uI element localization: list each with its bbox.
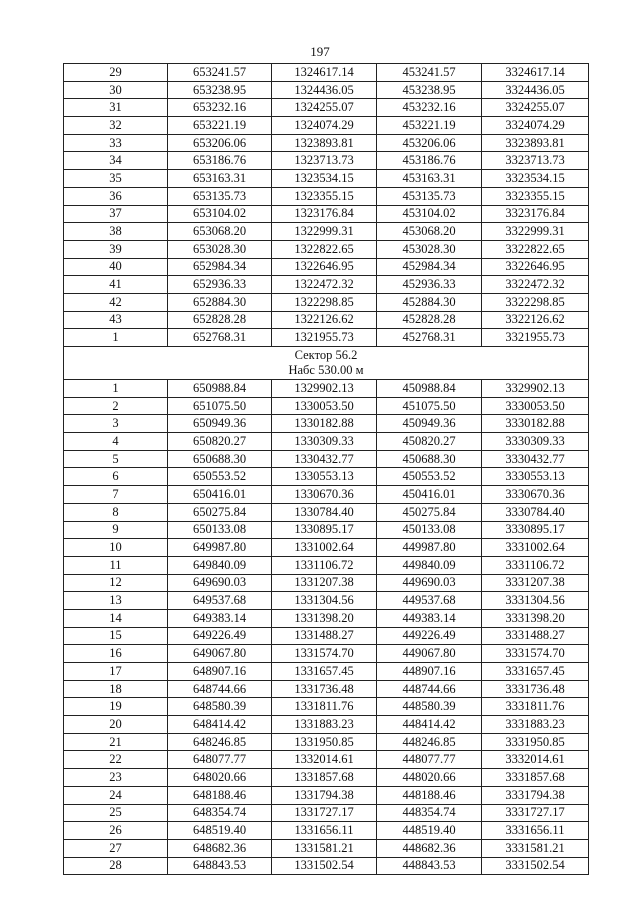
table-row bbox=[64, 627, 589, 645]
x-coordinate-cell: 653163.31 bbox=[168, 170, 272, 188]
x-coordinate-cell: 648020.66 bbox=[168, 769, 272, 787]
y2-coordinate-cell: 3321955.73 bbox=[482, 329, 589, 347]
y2-coordinate-cell: 3330309.33 bbox=[482, 433, 589, 451]
point-number-cell: 35 bbox=[64, 170, 168, 188]
y-coordinate-cell: 1331811.76 bbox=[272, 698, 377, 716]
point-number-cell: 26 bbox=[64, 822, 168, 840]
y-coordinate-cell: 1324617.14 bbox=[272, 64, 377, 82]
x-coordinate-cell: 653221.19 bbox=[168, 117, 272, 135]
table-row bbox=[64, 205, 589, 223]
y-coordinate-cell: 1322999.31 bbox=[272, 223, 377, 241]
y2-coordinate-cell: 3332014.61 bbox=[482, 751, 589, 769]
point-number-cell: 41 bbox=[64, 276, 168, 294]
x2-coordinate-cell: 448414.42 bbox=[377, 716, 482, 734]
point-number-cell: 12 bbox=[64, 574, 168, 592]
point-number-cell: 1 bbox=[64, 380, 168, 398]
point-number-cell: 16 bbox=[64, 645, 168, 663]
point-number-cell: 31 bbox=[64, 99, 168, 117]
x2-coordinate-cell: 453028.30 bbox=[377, 240, 482, 258]
y2-coordinate-cell: 3331727.17 bbox=[482, 804, 589, 822]
table-row bbox=[64, 450, 589, 468]
y-coordinate-cell: 1323713.73 bbox=[272, 152, 377, 170]
x-coordinate-cell: 650133.08 bbox=[168, 521, 272, 539]
point-number-cell: 19 bbox=[64, 698, 168, 716]
y2-coordinate-cell: 3331398.20 bbox=[482, 609, 589, 627]
point-number-cell: 10 bbox=[64, 539, 168, 557]
point-number-cell: 23 bbox=[64, 769, 168, 787]
x2-coordinate-cell: 448843.53 bbox=[377, 857, 482, 875]
point-number-cell: 40 bbox=[64, 258, 168, 276]
x2-coordinate-cell: 450275.84 bbox=[377, 503, 482, 521]
y-coordinate-cell: 1331736.48 bbox=[272, 680, 377, 698]
point-number-cell: 20 bbox=[64, 716, 168, 734]
coordinates-table bbox=[63, 63, 589, 875]
y2-coordinate-cell: 3331811.76 bbox=[482, 698, 589, 716]
y-coordinate-cell: 1331502.54 bbox=[272, 857, 377, 875]
x-coordinate-cell: 650553.52 bbox=[168, 468, 272, 486]
x2-coordinate-cell: 450416.01 bbox=[377, 486, 482, 504]
point-number-cell: 11 bbox=[64, 556, 168, 574]
table-row bbox=[64, 521, 589, 539]
y-coordinate-cell: 1330784.40 bbox=[272, 503, 377, 521]
point-number-cell: 29 bbox=[64, 64, 168, 82]
y-coordinate-cell: 1324074.29 bbox=[272, 117, 377, 135]
x-coordinate-cell: 648519.40 bbox=[168, 822, 272, 840]
y-coordinate-cell: 1323355.15 bbox=[272, 187, 377, 205]
table-row bbox=[64, 609, 589, 627]
y2-coordinate-cell: 3322298.85 bbox=[482, 293, 589, 311]
y2-coordinate-cell: 3331657.45 bbox=[482, 663, 589, 681]
table-row bbox=[64, 645, 589, 663]
table-row bbox=[64, 769, 589, 787]
y2-coordinate-cell: 3330182.88 bbox=[482, 415, 589, 433]
x2-coordinate-cell: 452984.34 bbox=[377, 258, 482, 276]
y-coordinate-cell: 1322646.95 bbox=[272, 258, 377, 276]
x2-coordinate-cell: 450820.27 bbox=[377, 433, 482, 451]
x-coordinate-cell: 652828.28 bbox=[168, 311, 272, 329]
point-number-cell: 32 bbox=[64, 117, 168, 135]
table-row bbox=[64, 539, 589, 557]
x-coordinate-cell: 649226.49 bbox=[168, 627, 272, 645]
y-coordinate-cell: 1322472.32 bbox=[272, 276, 377, 294]
x-coordinate-cell: 653104.02 bbox=[168, 205, 272, 223]
y2-coordinate-cell: 3330432.77 bbox=[482, 450, 589, 468]
x2-coordinate-cell: 452936.33 bbox=[377, 276, 482, 294]
x-coordinate-cell: 653206.06 bbox=[168, 134, 272, 152]
section-header-body bbox=[64, 347, 589, 380]
x2-coordinate-cell: 450688.30 bbox=[377, 450, 482, 468]
y2-coordinate-cell: 3324436.05 bbox=[482, 81, 589, 99]
x2-coordinate-cell: 452828.28 bbox=[377, 311, 482, 329]
y2-coordinate-cell: 3331502.54 bbox=[482, 857, 589, 875]
page-number: 197 bbox=[310, 44, 330, 59]
x-coordinate-cell: 650988.84 bbox=[168, 380, 272, 398]
y-coordinate-cell: 1331727.17 bbox=[272, 804, 377, 822]
table-row bbox=[64, 117, 589, 135]
x-coordinate-cell: 648246.85 bbox=[168, 733, 272, 751]
table-row bbox=[64, 99, 589, 117]
y2-coordinate-cell: 3331106.72 bbox=[482, 556, 589, 574]
y-coordinate-cell: 1331883.23 bbox=[272, 716, 377, 734]
table-row bbox=[64, 311, 589, 329]
table-row bbox=[64, 804, 589, 822]
point-number-cell: 4 bbox=[64, 433, 168, 451]
x-coordinate-cell: 653238.95 bbox=[168, 81, 272, 99]
point-number-cell: 6 bbox=[64, 468, 168, 486]
y-coordinate-cell: 1330432.77 bbox=[272, 450, 377, 468]
table-row bbox=[64, 663, 589, 681]
x2-coordinate-cell: 452768.31 bbox=[377, 329, 482, 347]
point-number-cell: 38 bbox=[64, 223, 168, 241]
x-coordinate-cell: 648414.42 bbox=[168, 716, 272, 734]
y2-coordinate-cell: 3323893.81 bbox=[482, 134, 589, 152]
table-row bbox=[64, 786, 589, 804]
x-coordinate-cell: 650949.36 bbox=[168, 415, 272, 433]
x2-coordinate-cell: 453241.57 bbox=[377, 64, 482, 82]
point-number-cell: 3 bbox=[64, 415, 168, 433]
table-row bbox=[64, 733, 589, 751]
y2-coordinate-cell: 3322646.95 bbox=[482, 258, 589, 276]
x-coordinate-cell: 652936.33 bbox=[168, 276, 272, 294]
y-coordinate-cell: 1322298.85 bbox=[272, 293, 377, 311]
section-title: Сектор 56.2 bbox=[294, 348, 358, 362]
table-row bbox=[64, 397, 589, 415]
x2-coordinate-cell: 449987.80 bbox=[377, 539, 482, 557]
point-number-cell: 42 bbox=[64, 293, 168, 311]
y-coordinate-cell: 1331106.72 bbox=[272, 556, 377, 574]
y-coordinate-cell: 1322822.65 bbox=[272, 240, 377, 258]
x2-coordinate-cell: 449226.49 bbox=[377, 627, 482, 645]
y2-coordinate-cell: 3331488.27 bbox=[482, 627, 589, 645]
x-coordinate-cell: 649690.03 bbox=[168, 574, 272, 592]
x2-coordinate-cell: 453068.20 bbox=[377, 223, 482, 241]
y2-coordinate-cell: 3330553.13 bbox=[482, 468, 589, 486]
y2-coordinate-cell: 3324617.14 bbox=[482, 64, 589, 82]
y2-coordinate-cell: 3331883.23 bbox=[482, 716, 589, 734]
table-row bbox=[64, 170, 589, 188]
y-coordinate-cell: 1332014.61 bbox=[272, 751, 377, 769]
x2-coordinate-cell: 448519.40 bbox=[377, 822, 482, 840]
table-row bbox=[64, 822, 589, 840]
x-coordinate-cell: 652884.30 bbox=[168, 293, 272, 311]
y2-coordinate-cell: 3330895.17 bbox=[482, 521, 589, 539]
x2-coordinate-cell: 452884.30 bbox=[377, 293, 482, 311]
y-coordinate-cell: 1323893.81 bbox=[272, 134, 377, 152]
y2-coordinate-cell: 3323713.73 bbox=[482, 152, 589, 170]
y-coordinate-cell: 1324436.05 bbox=[272, 81, 377, 99]
x-coordinate-cell: 648580.39 bbox=[168, 698, 272, 716]
x2-coordinate-cell: 453238.95 bbox=[377, 81, 482, 99]
y-coordinate-cell: 1330309.33 bbox=[272, 433, 377, 451]
y-coordinate-cell: 1331657.45 bbox=[272, 663, 377, 681]
table-row bbox=[64, 293, 589, 311]
y-coordinate-cell: 1331950.85 bbox=[272, 733, 377, 751]
table-row bbox=[64, 329, 589, 347]
y2-coordinate-cell: 3331002.64 bbox=[482, 539, 589, 557]
table-row bbox=[64, 223, 589, 241]
y2-coordinate-cell: 3322822.65 bbox=[482, 240, 589, 258]
x-coordinate-cell: 653186.76 bbox=[168, 152, 272, 170]
x2-coordinate-cell: 449537.68 bbox=[377, 592, 482, 610]
x2-coordinate-cell: 450949.36 bbox=[377, 415, 482, 433]
y2-coordinate-cell: 3322472.32 bbox=[482, 276, 589, 294]
point-number-cell: 5 bbox=[64, 450, 168, 468]
table-row bbox=[64, 486, 589, 504]
y2-coordinate-cell: 3323176.84 bbox=[482, 205, 589, 223]
x2-coordinate-cell: 453206.06 bbox=[377, 134, 482, 152]
y-coordinate-cell: 1330895.17 bbox=[272, 521, 377, 539]
table-row bbox=[64, 839, 589, 857]
x2-coordinate-cell: 448580.39 bbox=[377, 698, 482, 716]
y2-coordinate-cell: 3323534.15 bbox=[482, 170, 589, 188]
section-subtitle: Набс 530.00 м bbox=[288, 363, 364, 377]
y-coordinate-cell: 1330553.13 bbox=[272, 468, 377, 486]
x-coordinate-cell: 650416.01 bbox=[168, 486, 272, 504]
x2-coordinate-cell: 453163.31 bbox=[377, 170, 482, 188]
y2-coordinate-cell: 3330784.40 bbox=[482, 503, 589, 521]
y-coordinate-cell: 1331574.70 bbox=[272, 645, 377, 663]
point-number-cell: 30 bbox=[64, 81, 168, 99]
y-coordinate-cell: 1331656.11 bbox=[272, 822, 377, 840]
x-coordinate-cell: 652768.31 bbox=[168, 329, 272, 347]
y2-coordinate-cell: 3330670.36 bbox=[482, 486, 589, 504]
point-number-cell: 2 bbox=[64, 397, 168, 415]
x2-coordinate-cell: 449840.09 bbox=[377, 556, 482, 574]
x-coordinate-cell: 650275.84 bbox=[168, 503, 272, 521]
y-coordinate-cell: 1330053.50 bbox=[272, 397, 377, 415]
x2-coordinate-cell: 453221.19 bbox=[377, 117, 482, 135]
x2-coordinate-cell: 448020.66 bbox=[377, 769, 482, 787]
x-coordinate-cell: 650688.30 bbox=[168, 450, 272, 468]
point-number-cell: 9 bbox=[64, 521, 168, 539]
y2-coordinate-cell: 3331950.85 bbox=[482, 733, 589, 751]
x2-coordinate-cell: 448077.77 bbox=[377, 751, 482, 769]
table-row bbox=[64, 680, 589, 698]
table-row bbox=[64, 574, 589, 592]
y-coordinate-cell: 1331304.56 bbox=[272, 592, 377, 610]
y-coordinate-cell: 1331398.20 bbox=[272, 609, 377, 627]
y-coordinate-cell: 1323534.15 bbox=[272, 170, 377, 188]
x2-coordinate-cell: 449067.80 bbox=[377, 645, 482, 663]
x-coordinate-cell: 648682.36 bbox=[168, 839, 272, 857]
point-number-cell: 21 bbox=[64, 733, 168, 751]
x-coordinate-cell: 653232.16 bbox=[168, 99, 272, 117]
x2-coordinate-cell: 450988.84 bbox=[377, 380, 482, 398]
table-row bbox=[64, 240, 589, 258]
x2-coordinate-cell: 453104.02 bbox=[377, 205, 482, 223]
x2-coordinate-cell: 448744.66 bbox=[377, 680, 482, 698]
x2-coordinate-cell: 453186.76 bbox=[377, 152, 482, 170]
y-coordinate-cell: 1322126.62 bbox=[272, 311, 377, 329]
point-number-cell: 14 bbox=[64, 609, 168, 627]
x2-coordinate-cell: 448354.74 bbox=[377, 804, 482, 822]
y-coordinate-cell: 1331002.64 bbox=[272, 539, 377, 557]
point-number-cell: 37 bbox=[64, 205, 168, 223]
table-row bbox=[64, 415, 589, 433]
y2-coordinate-cell: 3331304.56 bbox=[482, 592, 589, 610]
y2-coordinate-cell: 3324255.07 bbox=[482, 99, 589, 117]
y2-coordinate-cell: 3331574.70 bbox=[482, 645, 589, 663]
y-coordinate-cell: 1331207.38 bbox=[272, 574, 377, 592]
x-coordinate-cell: 649840.09 bbox=[168, 556, 272, 574]
y2-coordinate-cell: 3322126.62 bbox=[482, 311, 589, 329]
coordinates-table-body-top bbox=[64, 64, 589, 347]
table-row bbox=[64, 81, 589, 99]
y2-coordinate-cell: 3331656.11 bbox=[482, 822, 589, 840]
table-row bbox=[64, 433, 589, 451]
x2-coordinate-cell: 451075.50 bbox=[377, 397, 482, 415]
point-number-cell: 1 bbox=[64, 329, 168, 347]
y2-coordinate-cell: 3330053.50 bbox=[482, 397, 589, 415]
point-number-cell: 17 bbox=[64, 663, 168, 681]
x-coordinate-cell: 649987.80 bbox=[168, 539, 272, 557]
y-coordinate-cell: 1330182.88 bbox=[272, 415, 377, 433]
x2-coordinate-cell: 448246.85 bbox=[377, 733, 482, 751]
x-coordinate-cell: 653135.73 bbox=[168, 187, 272, 205]
point-number-cell: 25 bbox=[64, 804, 168, 822]
table-row bbox=[64, 276, 589, 294]
table-row bbox=[64, 134, 589, 152]
point-number-cell: 7 bbox=[64, 486, 168, 504]
point-number-cell: 39 bbox=[64, 240, 168, 258]
point-number-cell: 34 bbox=[64, 152, 168, 170]
x2-coordinate-cell: 448907.16 bbox=[377, 663, 482, 681]
x-coordinate-cell: 650820.27 bbox=[168, 433, 272, 451]
y2-coordinate-cell: 3329902.13 bbox=[482, 380, 589, 398]
y-coordinate-cell: 1330670.36 bbox=[272, 486, 377, 504]
x2-coordinate-cell: 453135.73 bbox=[377, 187, 482, 205]
coordinates-table-body-bottom bbox=[64, 380, 589, 875]
x2-coordinate-cell: 453232.16 bbox=[377, 99, 482, 117]
y2-coordinate-cell: 3331794.38 bbox=[482, 786, 589, 804]
table-row bbox=[64, 258, 589, 276]
x-coordinate-cell: 653028.30 bbox=[168, 240, 272, 258]
point-number-cell: 24 bbox=[64, 786, 168, 804]
point-number-cell: 8 bbox=[64, 503, 168, 521]
y2-coordinate-cell: 3331857.68 bbox=[482, 769, 589, 787]
point-number-cell: 43 bbox=[64, 311, 168, 329]
table-row bbox=[64, 716, 589, 734]
y2-coordinate-cell: 3324074.29 bbox=[482, 117, 589, 135]
y-coordinate-cell: 1331857.68 bbox=[272, 769, 377, 787]
table-row bbox=[64, 468, 589, 486]
y2-coordinate-cell: 3322999.31 bbox=[482, 223, 589, 241]
x2-coordinate-cell: 449383.14 bbox=[377, 609, 482, 627]
y-coordinate-cell: 1329902.13 bbox=[272, 380, 377, 398]
point-number-cell: 36 bbox=[64, 187, 168, 205]
y2-coordinate-cell: 3323355.15 bbox=[482, 187, 589, 205]
x-coordinate-cell: 648843.53 bbox=[168, 857, 272, 875]
y2-coordinate-cell: 3331207.38 bbox=[482, 574, 589, 592]
y-coordinate-cell: 1324255.07 bbox=[272, 99, 377, 117]
table-row bbox=[64, 592, 589, 610]
x2-coordinate-cell: 449690.03 bbox=[377, 574, 482, 592]
point-number-cell: 13 bbox=[64, 592, 168, 610]
table-row bbox=[64, 380, 589, 398]
x-coordinate-cell: 648188.46 bbox=[168, 786, 272, 804]
point-number-cell: 33 bbox=[64, 134, 168, 152]
x2-coordinate-cell: 450133.08 bbox=[377, 521, 482, 539]
point-number-cell: 27 bbox=[64, 839, 168, 857]
y-coordinate-cell: 1321955.73 bbox=[272, 329, 377, 347]
x-coordinate-cell: 648907.16 bbox=[168, 663, 272, 681]
table-row bbox=[64, 698, 589, 716]
x-coordinate-cell: 651075.50 bbox=[168, 397, 272, 415]
x-coordinate-cell: 649537.68 bbox=[168, 592, 272, 610]
table-row bbox=[64, 857, 589, 875]
x-coordinate-cell: 648744.66 bbox=[168, 680, 272, 698]
table-row bbox=[64, 751, 589, 769]
table-row bbox=[64, 152, 589, 170]
section-header-cell bbox=[64, 347, 589, 380]
point-number-cell: 18 bbox=[64, 680, 168, 698]
y2-coordinate-cell: 3331581.21 bbox=[482, 839, 589, 857]
table-row bbox=[64, 187, 589, 205]
y2-coordinate-cell: 3331736.48 bbox=[482, 680, 589, 698]
y-coordinate-cell: 1331794.38 bbox=[272, 786, 377, 804]
section-header-row bbox=[64, 347, 589, 380]
x-coordinate-cell: 649383.14 bbox=[168, 609, 272, 627]
x2-coordinate-cell: 448682.36 bbox=[377, 839, 482, 857]
x-coordinate-cell: 653068.20 bbox=[168, 223, 272, 241]
x-coordinate-cell: 653241.57 bbox=[168, 64, 272, 82]
x2-coordinate-cell: 448188.46 bbox=[377, 786, 482, 804]
y-coordinate-cell: 1331581.21 bbox=[272, 839, 377, 857]
point-number-cell: 28 bbox=[64, 857, 168, 875]
y-coordinate-cell: 1331488.27 bbox=[272, 627, 377, 645]
y-coordinate-cell: 1323176.84 bbox=[272, 205, 377, 223]
x-coordinate-cell: 652984.34 bbox=[168, 258, 272, 276]
x-coordinate-cell: 649067.80 bbox=[168, 645, 272, 663]
point-number-cell: 22 bbox=[64, 751, 168, 769]
x2-coordinate-cell: 450553.52 bbox=[377, 468, 482, 486]
table-row bbox=[64, 503, 589, 521]
point-number-cell: 15 bbox=[64, 627, 168, 645]
x-coordinate-cell: 648077.77 bbox=[168, 751, 272, 769]
x-coordinate-cell: 648354.74 bbox=[168, 804, 272, 822]
table-row bbox=[64, 556, 589, 574]
table-row bbox=[64, 64, 589, 82]
